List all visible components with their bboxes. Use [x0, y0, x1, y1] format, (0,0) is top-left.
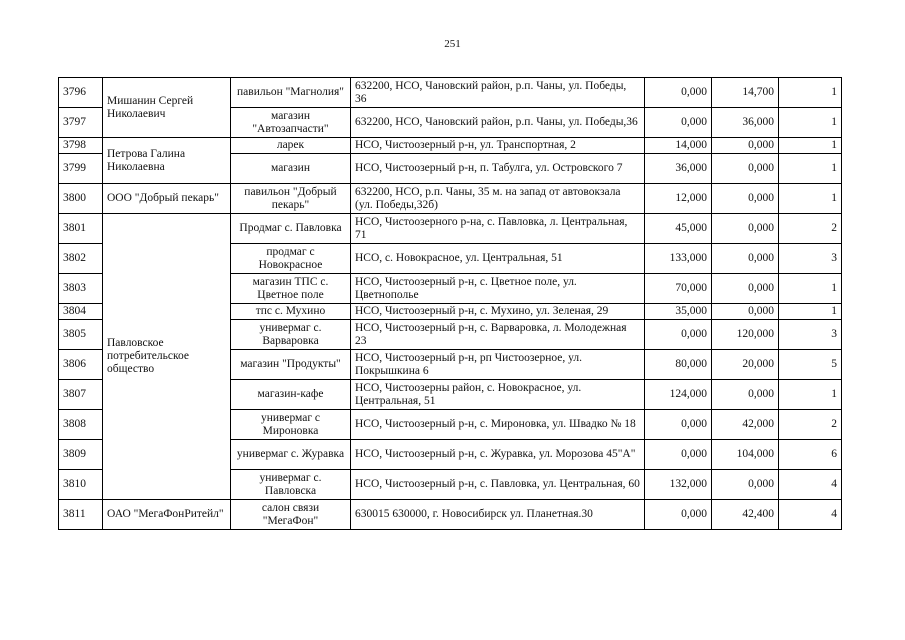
value-3-cell: 5 [779, 350, 842, 380]
register-table [58, 77, 842, 530]
table-row [59, 500, 842, 530]
object-cell: магазин "Автозапчасти" [231, 108, 351, 138]
address-cell: 632200, НСО, р.п. Чаны, 35 м. на запад от автовокзала (ул. Победы,32б) [351, 184, 645, 214]
address-cell: НСО, Чистоозерный р-н, рп Чистоозерное, ул. Покрышкина 6 [351, 350, 645, 380]
object-cell: универмаг с. Павловска [231, 470, 351, 500]
value-2-cell: 0,000 [712, 154, 779, 184]
value-2-cell: 104,000 [712, 440, 779, 470]
row-number: 3799 [59, 154, 103, 184]
value-2-cell: 42,400 [712, 500, 779, 530]
object-cell: Продмаг с. Павловка [231, 214, 351, 244]
value-1-cell: 45,000 [645, 214, 712, 244]
value-2-cell: 120,000 [712, 320, 779, 350]
value-3-cell: 4 [779, 500, 842, 530]
value-2-cell: 0,000 [712, 274, 779, 304]
value-1-cell: 0,000 [645, 108, 712, 138]
value-3-cell: 2 [779, 410, 842, 440]
value-2-cell: 14,700 [712, 78, 779, 108]
address-cell: 630015 630000, г. Новосибирск ул. Планетная.30 [351, 500, 645, 530]
table-row [59, 138, 842, 154]
address-cell: НСО, Чистоозерный р-н, с. Варваровка, л. Молодежная 23 [351, 320, 645, 350]
address-cell: 632200, НСО, Чановский район, р.п. Чаны, ул. Победы, 36 [351, 78, 645, 108]
address-cell: НСО, Чистоозерны район, с. Новокрасное, ул. Центральная, 51 [351, 380, 645, 410]
row-number: 3797 [59, 108, 103, 138]
value-2-cell: 0,000 [712, 214, 779, 244]
value-1-cell: 0,000 [645, 320, 712, 350]
value-2-cell: 36,000 [712, 108, 779, 138]
owner-cell: ОАО "МегаФонРитейл" [103, 500, 231, 530]
row-number: 3805 [59, 320, 103, 350]
page-number: 251 [444, 38, 461, 50]
address-cell: НСО, Чистоозерный р-н, п. Табулга, ул. Островского 7 [351, 154, 645, 184]
value-1-cell: 80,000 [645, 350, 712, 380]
object-cell: тпс с. Мухино [231, 304, 351, 320]
address-cell: НСО, Чистоозерный р-н, с. Журавка, ул. Морозова 45"А" [351, 440, 645, 470]
object-cell: магазин [231, 154, 351, 184]
address-cell: НСО, Чистоозерный р-н, с. Мироновка, ул. Швадко № 18 [351, 410, 645, 440]
value-1-cell: 14,000 [645, 138, 712, 154]
value-1-cell: 70,000 [645, 274, 712, 304]
object-cell: салон связи "МегаФон" [231, 500, 351, 530]
row-number: 3807 [59, 380, 103, 410]
value-3-cell: 6 [779, 440, 842, 470]
value-1-cell: 36,000 [645, 154, 712, 184]
owner-cell: Павловское потребительское общество [103, 214, 231, 500]
value-1-cell: 0,000 [645, 440, 712, 470]
table-row [59, 78, 842, 108]
row-number: 3809 [59, 440, 103, 470]
object-cell: павильон "Добрый пекарь" [231, 184, 351, 214]
address-cell: 632200, НСО, Чановский район, р.п. Чаны, ул. Победы,36 [351, 108, 645, 138]
address-cell: НСО, Чистоозерный р-н, ул. Транспортная, 2 [351, 138, 645, 154]
address-cell: НСО, Чистоозерный р-н, с. Мухино, ул. Зеленая, 29 [351, 304, 645, 320]
value-2-cell: 42,000 [712, 410, 779, 440]
object-cell: магазин ТПС с. Цветное поле [231, 274, 351, 304]
row-number: 3801 [59, 214, 103, 244]
row-number: 3810 [59, 470, 103, 500]
object-cell: ларек [231, 138, 351, 154]
row-number: 3796 [59, 78, 103, 108]
value-1-cell: 12,000 [645, 184, 712, 214]
value-3-cell: 2 [779, 214, 842, 244]
address-cell: НСО, Чистоозерного р-на, с. Павловка, л. Центральная, 71 [351, 214, 645, 244]
owner-cell: Петрова Галина Николаевна [103, 138, 231, 184]
value-3-cell: 1 [779, 304, 842, 320]
owner-cell: Мишанин Сергей Николаевич [103, 78, 231, 138]
row-number: 3804 [59, 304, 103, 320]
object-cell: универмаг с. Варваровка [231, 320, 351, 350]
value-2-cell: 0,000 [712, 184, 779, 214]
object-cell: павильон "Магнолия" [231, 78, 351, 108]
value-3-cell: 1 [779, 154, 842, 184]
row-number: 3806 [59, 350, 103, 380]
value-1-cell: 0,000 [645, 410, 712, 440]
object-cell: универмаг с. Журавка [231, 440, 351, 470]
value-3-cell: 1 [779, 274, 842, 304]
object-cell: универмаг с Мироновка [231, 410, 351, 440]
address-cell: НСО, с. Новокрасное, ул. Центральная, 51 [351, 244, 645, 274]
object-cell: магазин-кафе [231, 380, 351, 410]
row-number: 3803 [59, 274, 103, 304]
value-3-cell: 1 [779, 184, 842, 214]
value-1-cell: 0,000 [645, 78, 712, 108]
value-3-cell: 1 [779, 78, 842, 108]
value-1-cell: 132,000 [645, 470, 712, 500]
row-number: 3802 [59, 244, 103, 274]
value-2-cell: 0,000 [712, 138, 779, 154]
value-1-cell: 124,000 [645, 380, 712, 410]
row-number: 3798 [59, 138, 103, 154]
value-3-cell: 4 [779, 470, 842, 500]
value-3-cell: 1 [779, 380, 842, 410]
value-3-cell: 1 [779, 108, 842, 138]
value-2-cell: 0,000 [712, 470, 779, 500]
value-2-cell: 0,000 [712, 380, 779, 410]
row-number: 3800 [59, 184, 103, 214]
address-cell: НСО, Чистоозерный р-н, с. Павловка, ул. Центральная, 60 [351, 470, 645, 500]
owner-cell: ООО "Добрый пекарь" [103, 184, 231, 214]
value-1-cell: 0,000 [645, 500, 712, 530]
table-row [59, 214, 842, 244]
value-1-cell: 133,000 [645, 244, 712, 274]
value-2-cell: 20,000 [712, 350, 779, 380]
value-1-cell: 35,000 [645, 304, 712, 320]
address-cell: НСО, Чистоозерный р-н, с. Цветное поле, ул. Цветнополье [351, 274, 645, 304]
row-number: 3811 [59, 500, 103, 530]
value-3-cell: 3 [779, 320, 842, 350]
value-2-cell: 0,000 [712, 304, 779, 320]
value-3-cell: 3 [779, 244, 842, 274]
value-3-cell: 1 [779, 138, 842, 154]
table-row [59, 184, 842, 214]
object-cell: продмаг с Новокрасное [231, 244, 351, 274]
object-cell: магазин "Продукты" [231, 350, 351, 380]
row-number: 3808 [59, 410, 103, 440]
value-2-cell: 0,000 [712, 244, 779, 274]
